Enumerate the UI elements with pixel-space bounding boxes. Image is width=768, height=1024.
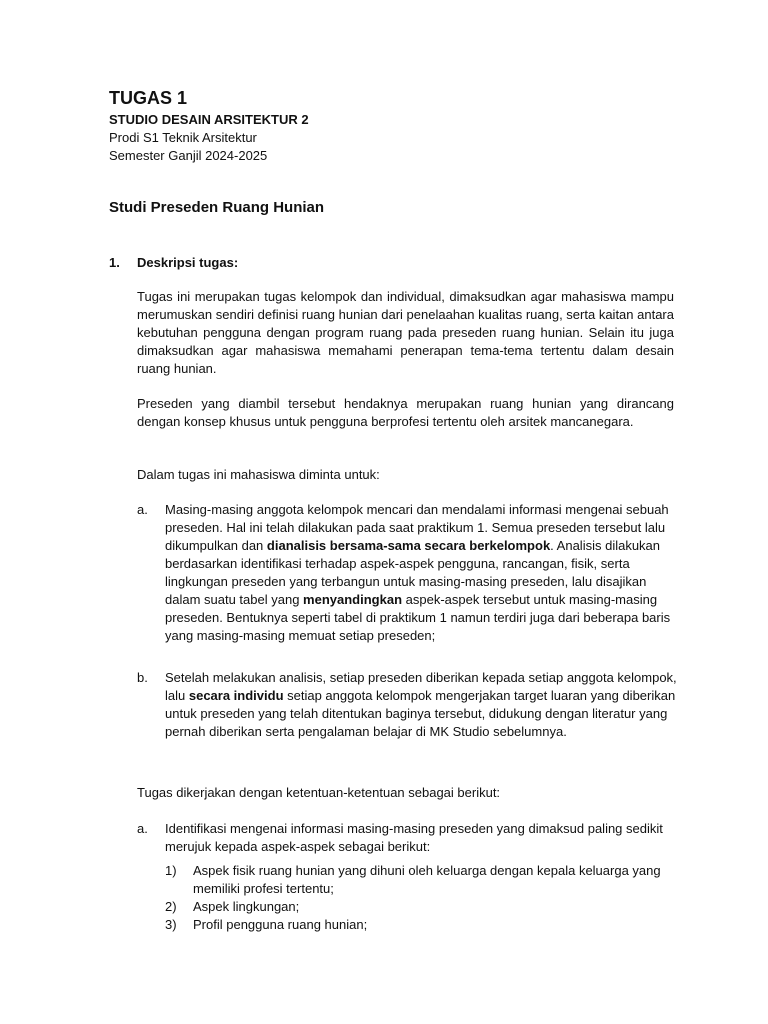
list-item: Identifikasi mengenai informasi masing-masing preseden yang dimaksud paling sedikit merujuk kepada aspek-aspek sebagai berikut: bbox=[165, 821, 663, 854]
sublist-marker: 2) bbox=[165, 899, 177, 914]
paragraph-precedent: Preseden yang diambil tersebut hendaknya merupakan ruang hunian yang dirancang dengan konsep khusus untuk pengguna berprofesi tertentu oleh arsitek mancanegara. bbox=[137, 396, 674, 429]
paragraph-tasks-intro: Dalam tugas ini mahasiswa diminta untuk: bbox=[137, 467, 380, 482]
section-heading: Deskripsi tugas: bbox=[137, 255, 239, 270]
list-marker: a. bbox=[137, 821, 148, 836]
paragraph-description: Tugas ini merupakan tugas kelompok dan individual, dimaksudkan agar mahasiswa mampu merumuskan sendiri definisi ruang hunian dari penelaahan kualitas ruang, serta kaitan antara kebutuhan pengguna dengan program ruang pada preseden ruang hunian. Selain itu juga dimaksudkan agar mahasiswa memahami penerapan tema-tema tertentu dalam desain ruang hunian. bbox=[137, 289, 674, 376]
semester: Semester Ganjil 2024-2025 bbox=[109, 148, 268, 163]
sublist-item: Aspek fisik ruang hunian yang dihuni oleh keluarga dengan kepala keluarga yang memiliki profesi tertentu; bbox=[193, 863, 661, 896]
paragraph-provisions-intro: Tugas dikerjakan dengan ketentuan-ketentuan sebagai berikut: bbox=[137, 785, 501, 800]
list-item: Masing-masing anggota kelompok mencari dan mendalami informasi mengenai sebuah preseden. Hal ini telah dilakukan pada saat praktikum 1. Semua preseden tersebut lalu dikumpulkan dan dianalisis bersama-sama secara berkelompok. Analisis dilakukan berdasarkan identifikasi terhadap aspek-aspek pengguna, rancangan, fisik, serta lingkungan preseden yang terbangun untuk masing-masing preseden, lalu disajikan dalam suatu tabel yang menyandingkan aspek-aspek tersebut untuk masing-masing preseden. Bentuknya seperti tabel di praktikum 1 namun terdiri juga dari beberapa baris yang masing-masing memuat setiap preseden; bbox=[165, 502, 671, 643]
list-marker: a. bbox=[137, 502, 148, 517]
list-item: Setelah melakukan analisis, setiap preseden diberikan kepada setiap anggota kelompok, lalu secara individu setiap anggota kelompok mengerjakan target luaran yang diberikan untuk preseden yang telah ditentukan baginya tersebut, didukung dengan literatur yang pernah diberikan serta pengalaman belajar di MK Studio sebelumnya. bbox=[165, 670, 677, 739]
list-marker: b. bbox=[137, 670, 148, 685]
section-title: Studi Preseden Ruang Hunian bbox=[109, 199, 325, 216]
sublist-item: Aspek lingkungan; bbox=[193, 899, 300, 914]
document-title: TUGAS 1 bbox=[109, 88, 188, 108]
sublist-marker: 3) bbox=[165, 917, 177, 932]
sublist-item: Profil pengguna ruang hunian; bbox=[193, 917, 368, 932]
study-program: Prodi S1 Teknik Arsitektur bbox=[109, 130, 257, 145]
section-number: 1. bbox=[109, 255, 120, 270]
course-name: STUDIO DESAIN ARSITEKTUR 2 bbox=[109, 112, 309, 127]
sublist-marker: 1) bbox=[165, 863, 177, 878]
